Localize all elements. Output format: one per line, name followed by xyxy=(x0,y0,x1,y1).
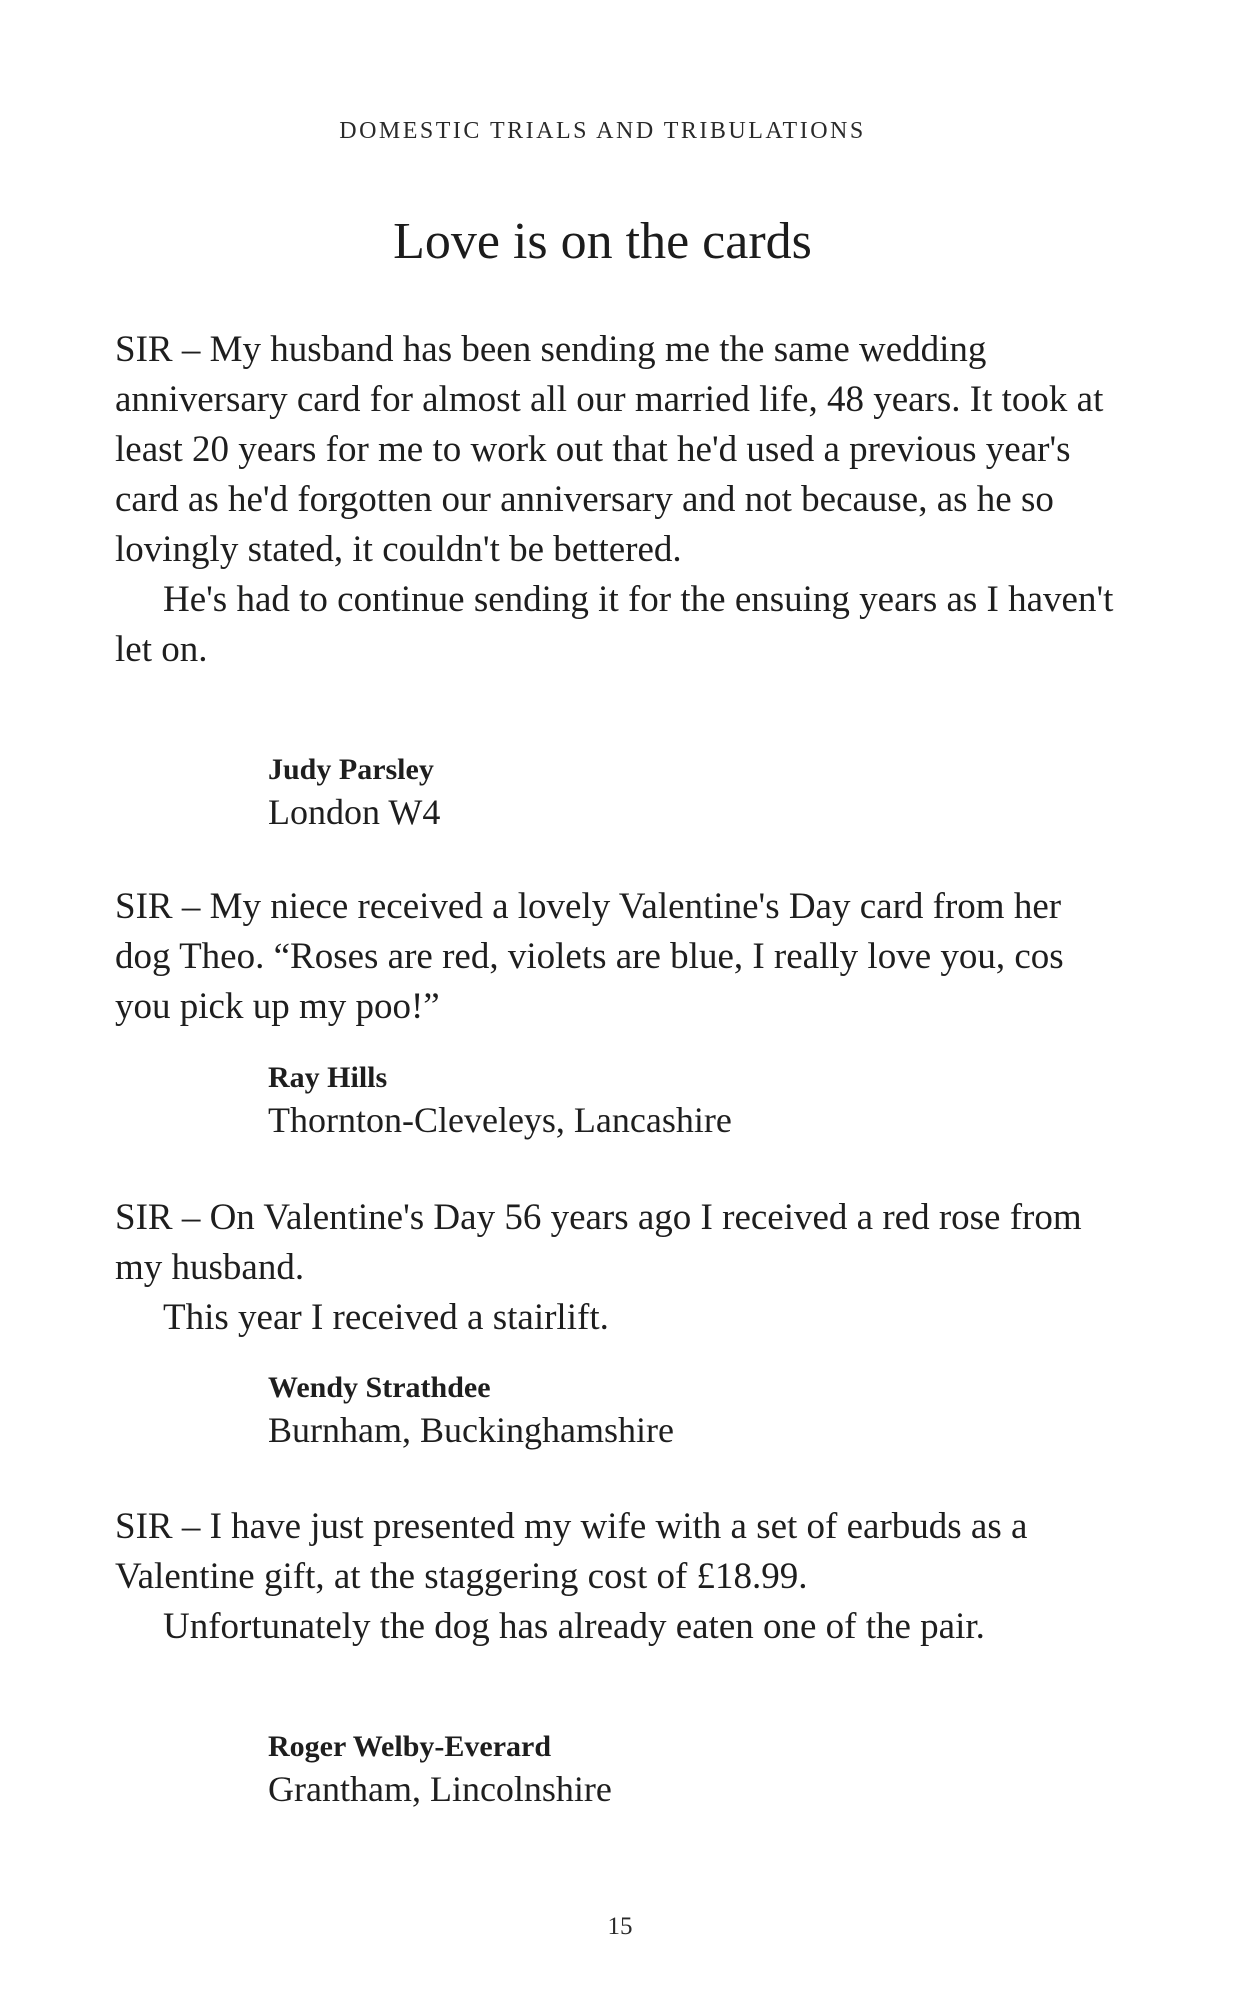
letter-paragraph: This year I received a stairlift. xyxy=(163,1297,609,1338)
page-title: Love is on the cards xyxy=(393,213,812,270)
running-head: DOMESTIC TRIALS AND TRIBULATIONS xyxy=(339,118,866,144)
signature-place: London W4 xyxy=(268,792,441,832)
signature-place: Burnham, Buckinghamshire xyxy=(268,1410,674,1450)
letter-paragraph: SIR – On Valentine's Day 56 years ago I received a red rose from my husband. xyxy=(115,1197,1082,1288)
letter-paragraph: He's had to continue sending it for the ensuing years as I haven't let on. xyxy=(115,579,1114,670)
letter-3 xyxy=(115,1193,1125,1343)
page-number: 15 xyxy=(607,1913,633,1940)
signature-name: Wendy Strathdee xyxy=(268,1371,491,1404)
signature-3 xyxy=(268,1368,674,1452)
signature-1 xyxy=(268,750,440,834)
signature-2 xyxy=(268,1058,732,1142)
signature-place: Thornton-Cleveleys, Lancashire xyxy=(268,1100,732,1140)
signature-name: Ray Hills xyxy=(268,1061,388,1094)
letter-4 xyxy=(115,1502,1125,1652)
letter-paragraph: Unfortunately the dog has already eaten one of the pair. xyxy=(163,1606,985,1647)
letter-2 xyxy=(115,882,1125,1032)
letter-paragraph: SIR – My husband has been sending me the same wedding anniversary card for almost all our married life, 48 years. It took at least 20 years for me to work out that he'd used a previous year's card as he'd forgotten our anniversary and not because, as he so lovingly stated, it couldn't be bettered. xyxy=(115,329,1104,570)
signature-name: Judy Parsley xyxy=(268,753,434,786)
letter-paragraph: SIR – My niece received a lovely Valentine's Day card from her dog Theo. “Roses are red, violets are blue, I really love you, cos you pick up my poo!” xyxy=(115,886,1064,1027)
signature-4 xyxy=(268,1727,612,1811)
signature-name: Roger Welby-Everard xyxy=(268,1730,552,1763)
signature-place: Grantham, Lincolnshire xyxy=(268,1769,612,1809)
letter-paragraph: SIR – I have just presented my wife with a set of earbuds as a Valentine gift, at the staggering cost of £18.99. xyxy=(115,1506,1028,1597)
letter-1 xyxy=(115,325,1125,675)
